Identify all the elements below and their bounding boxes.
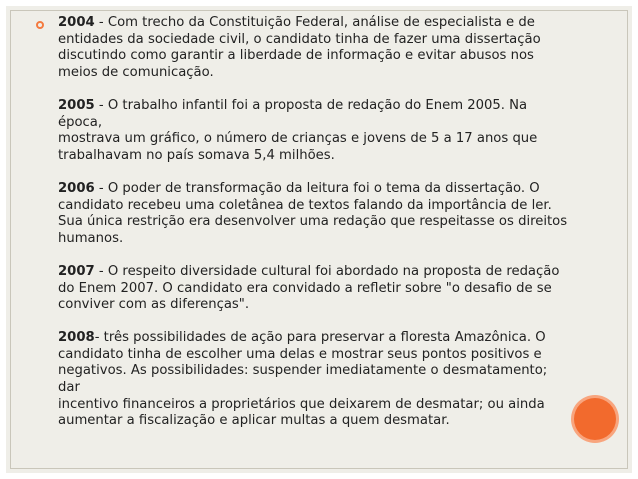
ring-bullet-icon — [36, 21, 44, 29]
text-line: candidato recebeu uma coletânea de textos falando da importância de ler. — [58, 197, 552, 213]
text-line: discutindo como garantir a liberdade de informação e evitar abusos nos — [58, 48, 534, 64]
text-line: incentivo financeiros a proprietários que deixarem de desmatar; ou ainda — [58, 396, 545, 412]
text-line: conviver com as diferenças". — [58, 297, 250, 313]
text-line: - O trabalho infantil foi a proposta de redação do Enem 2005. Na época, — [58, 97, 528, 130]
text-line: trabalhavam no país somava 5,4 milhões. — [58, 147, 335, 163]
year-label: 2005 — [58, 97, 95, 113]
text-line: - Com trecho da Constituição Federal, análise de especialista e de — [94, 15, 535, 30]
text-line: aumentar a fiscalização e aplicar multas a quem desmatar. — [58, 413, 450, 429]
slide-content — [58, 15, 568, 446]
paragraph-2008 — [58, 330, 568, 430]
orange-circle-icon — [574, 398, 616, 440]
text-line: humanos. — [58, 230, 124, 246]
text-line: - O respeito diversidade cultural foi abordado na proposta de redação — [94, 263, 560, 279]
slide — [6, 6, 632, 473]
year-label: 2006 — [58, 180, 95, 196]
paragraph-2004 — [58, 15, 568, 81]
text-line: candidato tinha de escolher uma delas e mostrar seus pontos positivos e — [58, 346, 542, 362]
year-label: 2004 — [58, 15, 95, 30]
text-line: meios de comunicação. — [58, 64, 214, 80]
text-line: negativos. As possibilidades: suspender imediatamente o desmatamento; dar — [58, 363, 548, 396]
text-line: Sua única restrição era desenvolver uma redação que respeitasse os direitos — [58, 214, 568, 230]
year-label: 2008 — [58, 330, 95, 346]
text-line: mostrava um gráfico, o número de crianças e jovens de 5 a 17 anos que — [58, 131, 538, 147]
paragraph-2006 — [58, 181, 568, 247]
text-line: entidades da sociedade civil, o candidato tinha de fazer uma dissertação — [58, 31, 541, 47]
text-line: - O poder de transformação da leitura foi o tema da dissertação. O — [94, 180, 540, 196]
paragraph-2007 — [58, 264, 568, 314]
paragraph-2005 — [58, 98, 568, 164]
year-label: 2007 — [58, 263, 95, 279]
text-line: - três possibilidades de ação para preservar a floresta Amazônica. O — [94, 330, 546, 346]
text-line: do Enem 2007. O candidato era convidado a refletir sobre "o desafio de se — [58, 280, 552, 296]
